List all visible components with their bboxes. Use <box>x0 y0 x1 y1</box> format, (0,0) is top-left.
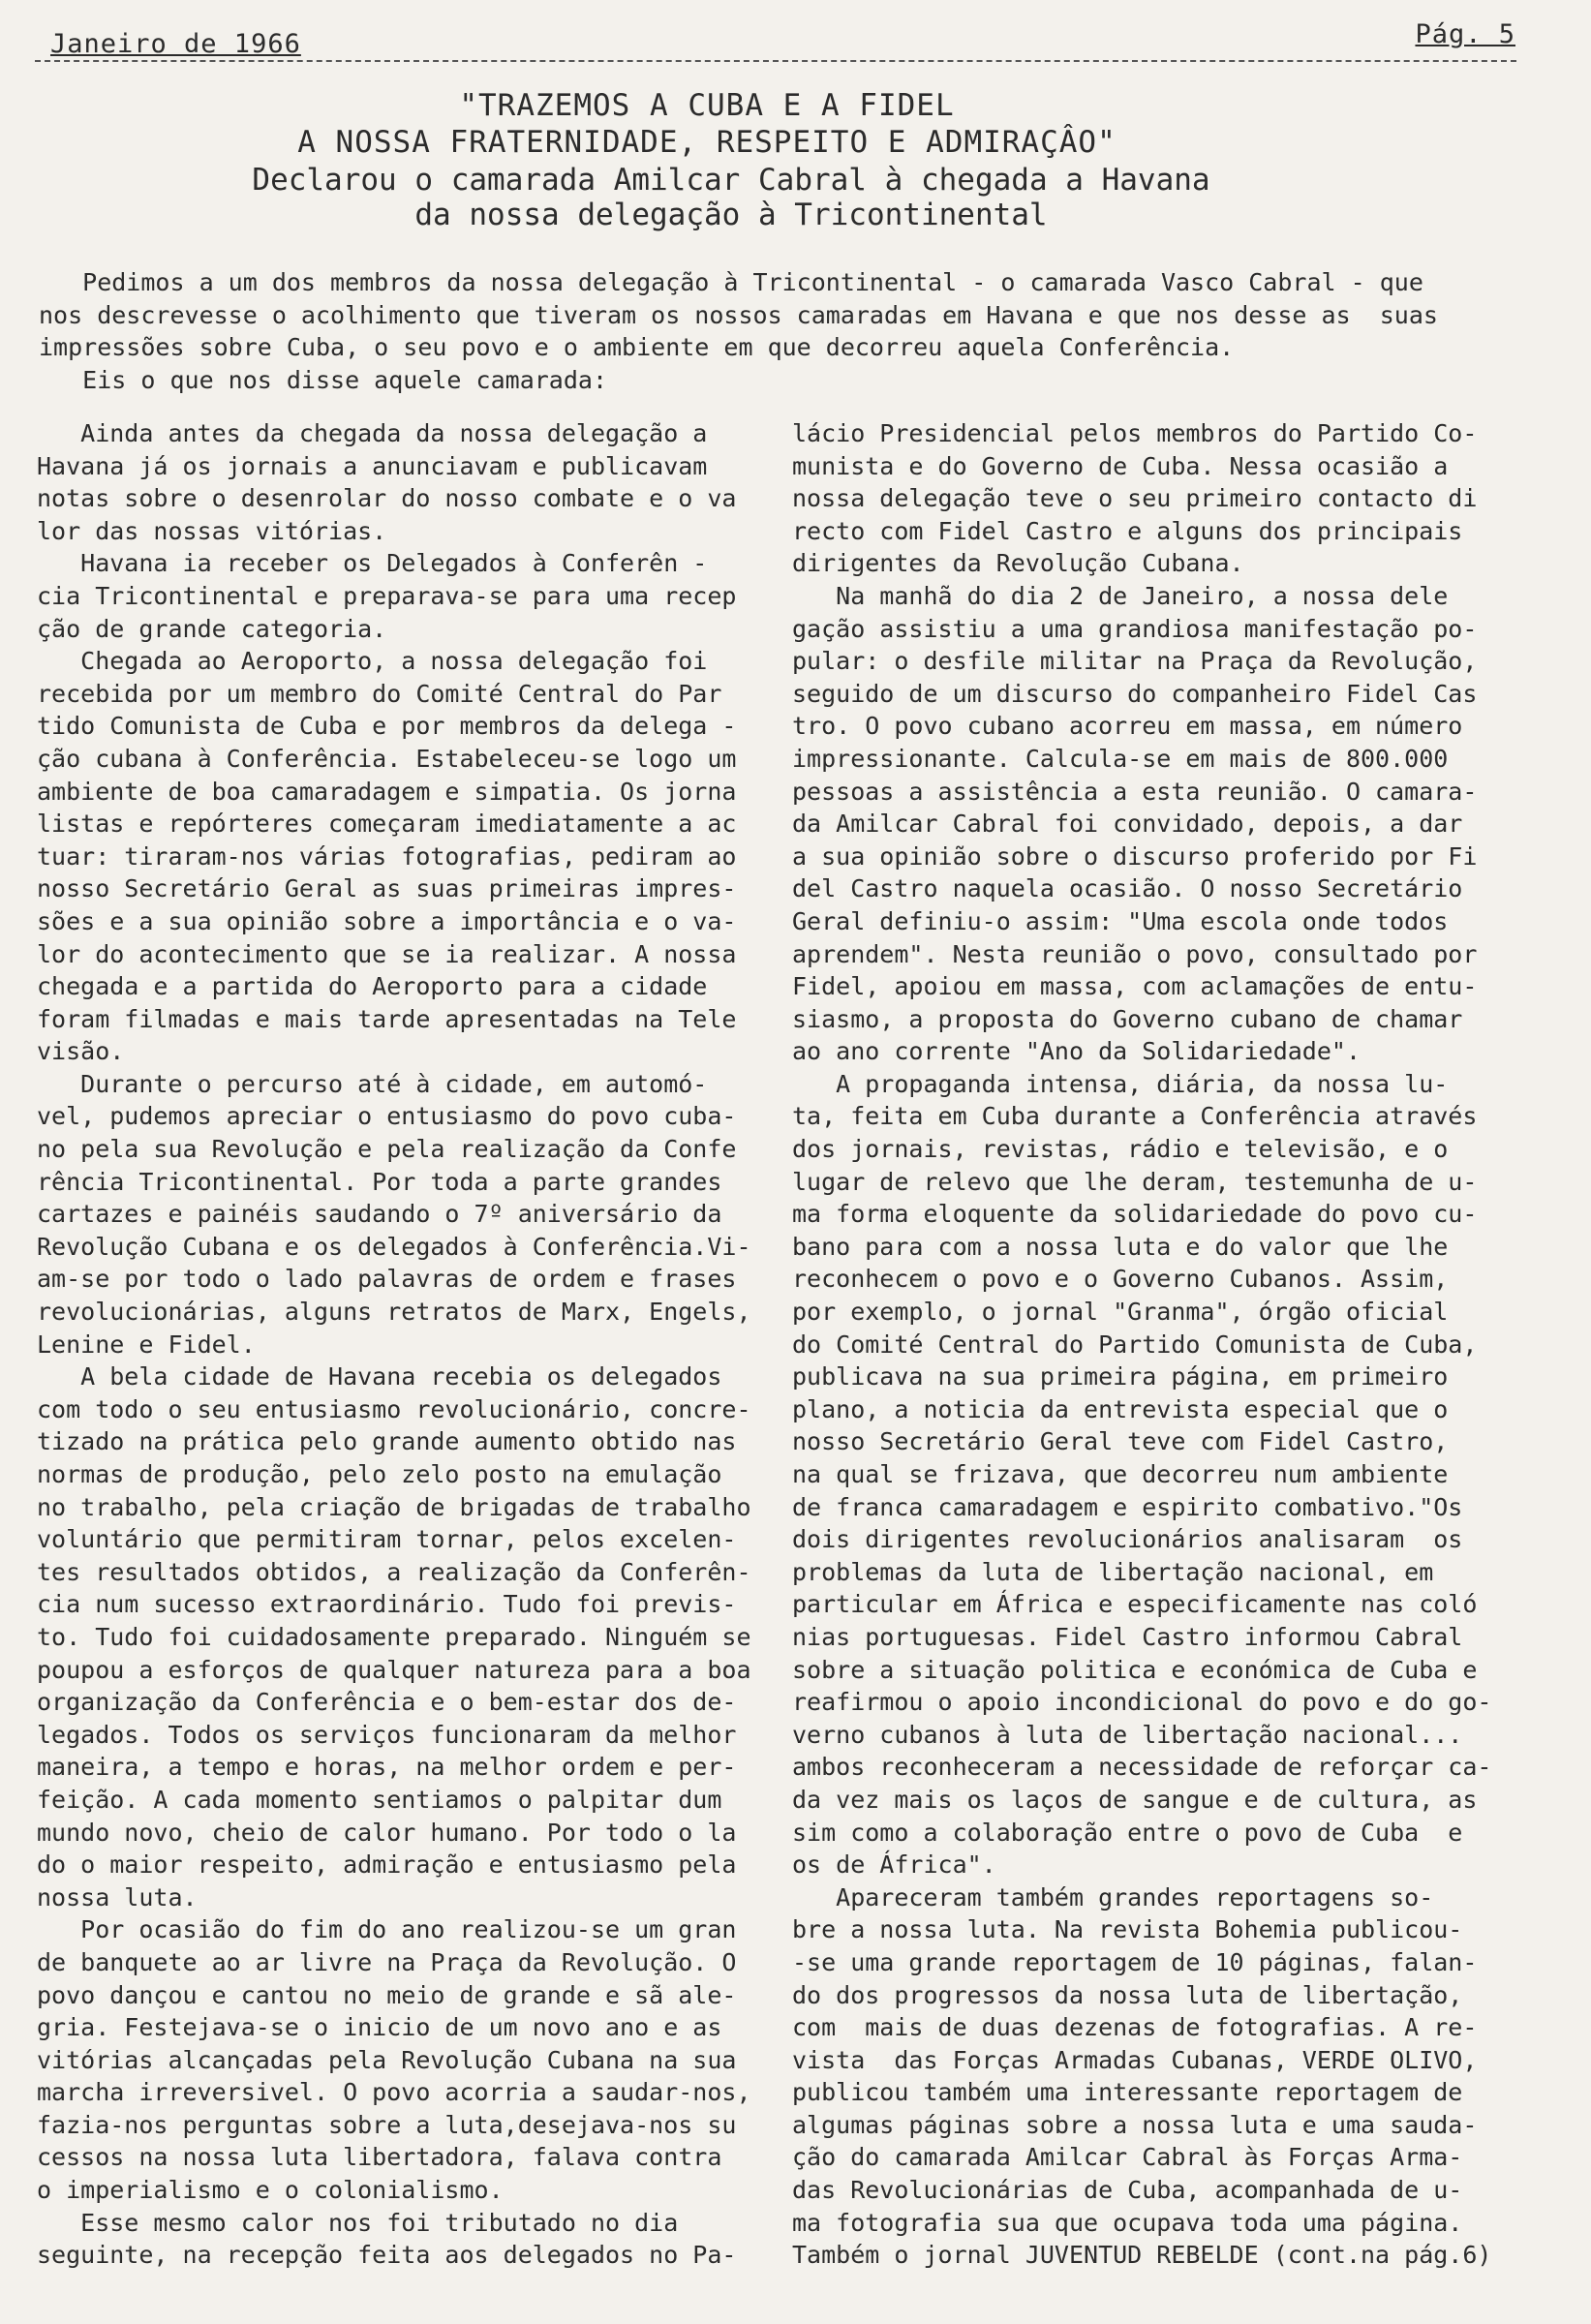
text-line: Havana ia receber os Delegados à Conferên - <box>37 549 708 578</box>
page-number: Pág. 5 <box>1415 19 1515 49</box>
text-line: Por ocasião do fim do ano realizou-se um gran <box>37 1915 737 1944</box>
text-line: foram filmadas e mais tarde apresentadas na Tele <box>37 1004 737 1033</box>
text-line: mundo novo, cheio de calor humano. Por todo o la <box>37 1818 737 1847</box>
text-line: com mais de duas dezenas de fotografias. A re- <box>792 2013 1478 2042</box>
text-line: cia num sucesso extraordinário. Tudo foi previs- <box>37 1590 737 1619</box>
text-line: nosso Secretário Geral teve com Fidel Castro, <box>792 1427 1449 1456</box>
text-line: gria. Festejava-se o inicio de um novo ano e as <box>37 2013 722 2042</box>
text-line: Apareceram também grandes reportagens so- <box>792 1882 1434 1911</box>
text-line: ção de grande categoria. <box>37 614 387 643</box>
text-line: algumas páginas sobre a nossa luta e uma sauda- <box>792 2110 1478 2139</box>
subheadline-line-2: da nossa delegação à Tricontinental <box>414 198 1048 232</box>
text-line: bre a nossa luta. Na revista Bohemia publicou- <box>792 1915 1463 1944</box>
text-line: tes resultados obtidos, a realização da Conferên- <box>37 1557 751 1586</box>
text-line: organização da Conferência e o bem-estar dos de- <box>37 1688 737 1717</box>
text-line: rência Tricontinental. Por toda a parte grandes <box>37 1167 722 1196</box>
text-line: tizado na prática pelo grande aumento obtido nas <box>37 1427 737 1456</box>
text-line: Na manhã do dia 2 de Janeiro, a nossa dele <box>792 581 1449 610</box>
text-line: lácio Presidencial pelos membros do Partido Co- <box>792 419 1478 447</box>
intro-paragraph <box>39 265 1530 395</box>
text-line: no trabalho, pela criação de brigadas de trabalho <box>37 1492 751 1521</box>
text-line: -se uma grande reportagem de 10 páginas, falan- <box>792 1947 1478 1976</box>
subheadline-line-1: Declarou o camarada Amilcar Cabral à chegada a Havana <box>252 163 1210 198</box>
text-line: normas de produção, pelo zelo posto na emulação <box>37 1460 722 1488</box>
text-line: ma forma eloquente da solidariedade do povo cu- <box>792 1200 1478 1229</box>
text-line: lor do acontecimento que se ia realizar. A nossa <box>37 939 737 968</box>
text-line: vitórias alcançadas pela Revolução Cubana na sua <box>37 2045 737 2074</box>
text-line: nossa delegação teve o seu primeiro contacto di <box>792 484 1478 513</box>
text-line: siasmo, a proposta do Governo cubano de chamar <box>792 1004 1463 1033</box>
text-line: tuar: tiraram-nos várias fotografias, pediram ao <box>37 841 737 871</box>
headline-line-2: A NOSSA FRATERNIDADE, RESPEITO E ADMIRAÇÂO" <box>297 125 1117 160</box>
text-line: por exemplo, o jornal "Granma", órgão oficial <box>792 1298 1449 1327</box>
text-line: seguinte, na recepção feita aos delegados no Pa- <box>37 2241 737 2270</box>
text-line: do o maior respeito, admiração e entusiasmo pela <box>37 1850 737 1880</box>
text-line: verno cubanos à luta de libertação nacional... <box>792 1720 1463 1749</box>
text-line: nias portuguesas. Fidel Castro informou Cabral <box>792 1622 1463 1651</box>
text-line: Esse mesmo calor nos foi tributado no dia <box>37 2208 679 2237</box>
text-line: cia Tricontinental e preparava-se para uma recep <box>37 581 737 610</box>
intro-line: Pedimos a um dos membros da nossa delegação à Tricontinental - o camarada Vasco Cabral - que <box>39 268 1423 296</box>
text-line: gação assistiu a uma grandiosa manifestação po- <box>792 614 1478 643</box>
article-column-right <box>792 417 1528 2272</box>
intro-line: Eis o que nos disse aquele camarada: <box>39 365 607 394</box>
text-line: aprendem". Nesta reunião o povo, consultado por <box>792 939 1478 968</box>
text-line: recebida por um membro do Comité Central do Par <box>37 679 722 708</box>
intro-line: nos descrevesse o acolhimento que tiveram os nossos camaradas em Havana e que nos desse as suas <box>39 300 1438 329</box>
text-line: Chegada ao Aeroporto, a nossa delegação foi <box>37 647 708 676</box>
text-line: Também o jornal JUVENTUD REBELDE (cont.na pág.6) <box>792 2241 1492 2270</box>
text-line: seguido de um discurso do companheiro Fidel Cas <box>792 679 1478 708</box>
text-line: poupou a esforços de qualquer natureza para a boa <box>37 1655 751 1684</box>
text-line: ambiente de boa camaradagem e simpatia. Os jorna <box>37 777 737 806</box>
text-line: visão. <box>37 1037 125 1066</box>
text-line: Havana já os jornais a anunciavam e publicavam <box>37 451 708 480</box>
text-line: fazia-nos perguntas sobre a luta,desejava-nos su <box>37 2110 737 2139</box>
text-line: dois dirigentes revolucionários analisaram os <box>792 1525 1463 1554</box>
text-line: ambos reconheceram a necessidade de reforçar ca- <box>792 1753 1492 1782</box>
text-line: cessos na nossa luta libertadora, falava contra <box>37 2143 722 2172</box>
text-line: dirigentes da Revolução Cubana. <box>792 549 1244 578</box>
text-line: Ainda antes da chegada da nossa delegação a <box>37 419 708 447</box>
text-line: del Castro naquela ocasião. O nosso Secretário <box>792 874 1463 903</box>
text-line: lor das nossas vitórias. <box>37 516 387 545</box>
text-line: plano, a noticia da entrevista especial que o <box>792 1394 1449 1423</box>
text-line: no pela sua Revolução e pela realização da Confe <box>37 1135 737 1164</box>
text-line: sim como a colaboração entre o povo de Cuba e <box>792 1818 1463 1847</box>
issue-date: Janeiro de 1966 <box>50 29 301 59</box>
text-line: ção do camarada Amilcar Cabral às Forças Arma- <box>792 2143 1463 2172</box>
text-line: tro. O povo cubano acorreu em massa, em número <box>792 712 1463 741</box>
text-line: recto com Fidel Castro e alguns dos principais <box>792 516 1463 545</box>
article-column-left <box>37 417 773 2272</box>
text-line: A bela cidade de Havana recebia os delegados <box>37 1362 722 1391</box>
text-line: do Comité Central do Partido Comunista de Cuba, <box>792 1330 1478 1359</box>
text-line: os de África". <box>792 1850 996 1880</box>
text-line: pular: o desfile militar na Praça da Revolução, <box>792 647 1478 676</box>
text-line: vista das Forças Armadas Cubanas, VERDE OLIVO, <box>792 2045 1478 2074</box>
intro-line: impressões sobre Cuba, o seu povo e o ambiente em que decorreu aquela Conferência. <box>39 333 1235 362</box>
text-line: listas e repórteres começaram imediatamente a ac <box>37 810 737 839</box>
text-line: de franca camaradagem e espirito combativo."Os <box>792 1492 1463 1521</box>
text-line: na qual se frizava, que decorreu num ambiente <box>792 1460 1449 1488</box>
text-line: o imperialismo e o colonialismo. <box>37 2176 504 2205</box>
text-line: ta, feita em Cuba durante a Conferência através <box>792 1102 1478 1131</box>
text-line: am-se por todo o lado palavras de ordem e frases <box>37 1265 737 1294</box>
text-line: publicou também uma interessante reportagem de <box>792 2078 1463 2107</box>
text-line: Geral definiu-o assim: "Uma escola onde todos <box>792 906 1449 935</box>
text-line: a sua opinião sobre o discurso proferido por Fi <box>792 841 1478 871</box>
headline <box>194 87 1220 161</box>
text-line: reconhecem o povo e o Governo Cubanos. Assim, <box>792 1265 1449 1294</box>
text-line: do dos progressos da nossa luta de libertação, <box>792 1980 1463 2009</box>
text-line: reafirmou o apoio incondicional do povo e do go- <box>792 1688 1492 1717</box>
text-line: particular em África e especificamente nas coló <box>792 1590 1478 1619</box>
text-line: chegada e a partida do Aeroporto para a cidade <box>37 972 708 1001</box>
text-line: Lenine e Fidel. <box>37 1330 256 1359</box>
text-line: dos jornais, revistas, rádio e televisão, e o <box>792 1135 1449 1164</box>
text-line: ao ano corrente "Ano da Solidariedade". <box>792 1037 1361 1066</box>
text-line: maneira, a tempo e horas, na melhor ordem e per- <box>37 1753 737 1782</box>
text-line: com todo o seu entusiasmo revolucionário, concre- <box>37 1394 751 1423</box>
text-line: to. Tudo foi cuidadosamente preparado. Ninguém se <box>37 1622 751 1651</box>
text-line: ma fotografia sua que ocupava toda uma página. <box>792 2208 1463 2237</box>
text-line: de banquete ao ar livre na Praça da Revolução. O <box>37 1947 737 1976</box>
headline-line-1: "TRAZEMOS A CUBA E A FIDEL <box>459 88 955 123</box>
text-line: notas sobre o desenrolar do nosso combate e o va <box>37 484 737 513</box>
text-line: sobre a situação politica e económica de Cuba e <box>792 1655 1478 1684</box>
text-line: revolucionárias, alguns retratos de Marx, Engels, <box>37 1298 751 1327</box>
text-line: das Revolucionárias de Cuba, acompanhada de u- <box>792 2176 1463 2205</box>
text-line: Durante o percurso até à cidade, em automó- <box>37 1069 708 1098</box>
text-line: nossa luta. <box>37 1882 198 1911</box>
text-line: problemas da luta de libertação nacional, em <box>792 1557 1434 1586</box>
text-line: da vez mais os laços de sangue e de cultura, as <box>792 1785 1478 1814</box>
text-line: voluntário que permitiram tornar, pelos excelen- <box>37 1525 737 1554</box>
text-line: legados. Todos os serviços funcionaram da melhor <box>37 1720 737 1749</box>
text-line: tido Comunista de Cuba e por membros da delega - <box>37 712 737 741</box>
text-line: munista e do Governo de Cuba. Nessa ocasião a <box>792 451 1449 480</box>
text-line: bano para com a nossa luta e do valor que lhe <box>792 1232 1449 1261</box>
text-line: A propaganda intensa, diária, da nossa lu- <box>792 1069 1449 1098</box>
text-line: Revolução Cubana e os delegados à Conferência.Vi- <box>37 1232 751 1261</box>
text-line: cartazes e painéis saudando o 7º aniversário da <box>37 1200 722 1229</box>
text-line: impressionante. Calcula-se em mais de 800.000 <box>792 744 1449 773</box>
text-line: feição. A cada momento sentiamos o palpitar dum <box>37 1785 722 1814</box>
text-line: ção cubana à Conferência. Estabeleceu-se logo um <box>37 744 737 773</box>
subheadline <box>194 163 1269 232</box>
text-line: vel, pudemos apreciar o entusiasmo do povo cuba- <box>37 1102 737 1131</box>
text-line: pessoas a assistência a esta reunião. O camara- <box>792 777 1478 806</box>
text-line: da Amilcar Cabral foi convidado, depois, a dar <box>792 810 1463 839</box>
text-line: sões e a sua opinião sobre a importância e o va- <box>37 906 737 935</box>
text-line: marcha irreversivel. O povo acorria a saudar-nos, <box>37 2078 751 2107</box>
text-line: povo dançou e cantou no meio de grande e sã ale- <box>37 1980 737 2009</box>
text-line: publicava na sua primeira página, em primeiro <box>792 1362 1449 1391</box>
text-line: Fidel, apoiou em massa, com aclamações de entu- <box>792 972 1478 1001</box>
text-line: lugar de relevo que lhe deram, testemunha de u- <box>792 1167 1478 1196</box>
text-line: nosso Secretário Geral as suas primeiras impres- <box>37 874 737 903</box>
